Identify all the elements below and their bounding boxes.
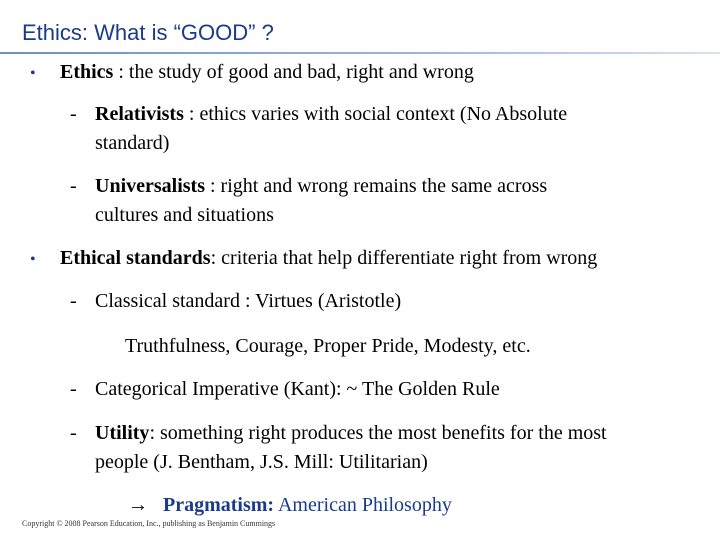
- dash-marker: -: [70, 378, 77, 400]
- subbullet-universalists: [95, 171, 547, 201]
- title-divider: [0, 52, 720, 54]
- subbullet-utility: [95, 418, 607, 448]
- universalists-definition-2: cultures and situations: [95, 204, 274, 226]
- universalists-definition-1: : right and wrong remains the same across: [205, 175, 548, 197]
- utility-definition-2: people (J. Bentham, J.S. Mill: Utilitarian): [95, 451, 428, 473]
- bullet-ethics: [30, 57, 36, 89]
- bullet-standards-text: [60, 243, 597, 273]
- subbullet-classical: Classical standard : Virtues (Aristotle): [95, 290, 402, 312]
- term-utility: Utility: [95, 422, 150, 444]
- term-pragmatism: Pragmatism:: [163, 494, 275, 516]
- subbullet-categorical: Categorical Imperative (Kant): ~ The Golden Rule: [95, 378, 500, 400]
- dash-marker: -: [70, 422, 77, 444]
- virtues-examples: Truthfulness, Courage, Proper Pride, Modesty, etc.: [125, 335, 531, 357]
- term-universalists: Universalists: [95, 175, 205, 197]
- dash-marker: -: [70, 175, 77, 197]
- bullet-ethics-text: [60, 57, 474, 87]
- bullet-marker: •: [30, 65, 36, 82]
- arrow-icon: →: [128, 494, 148, 516]
- dash-marker: -: [70, 103, 77, 125]
- bullet-standards: [30, 243, 36, 275]
- subbullet-relativists: [95, 99, 567, 129]
- slide-title: Ethics: What is “GOOD” ?: [22, 20, 274, 45]
- copyright-footer: Copyright © 2008 Pearson Education, Inc., publishing as Benjamin Cummings: [22, 519, 276, 528]
- term-ethical-standards: Ethical standards: [60, 247, 211, 269]
- term-ethics: Ethics: [60, 61, 114, 83]
- standards-definition: : criteria that help differentiate right from wrong: [210, 247, 598, 269]
- term-relativists: Relativists: [95, 103, 184, 125]
- utility-definition-1: : something right produces the most benefits for the most: [149, 422, 607, 444]
- ethics-definition: : the study of good and bad, right and wrong: [113, 61, 474, 83]
- bullet-marker: •: [30, 251, 36, 268]
- relativists-definition-2: standard): [95, 132, 170, 154]
- relativists-definition-1: : ethics varies with social context (No Absolute: [183, 103, 568, 125]
- dash-marker: -: [70, 290, 77, 312]
- pragmatism-line: [128, 490, 452, 520]
- pragmatism-definition: American Philosophy: [274, 494, 452, 516]
